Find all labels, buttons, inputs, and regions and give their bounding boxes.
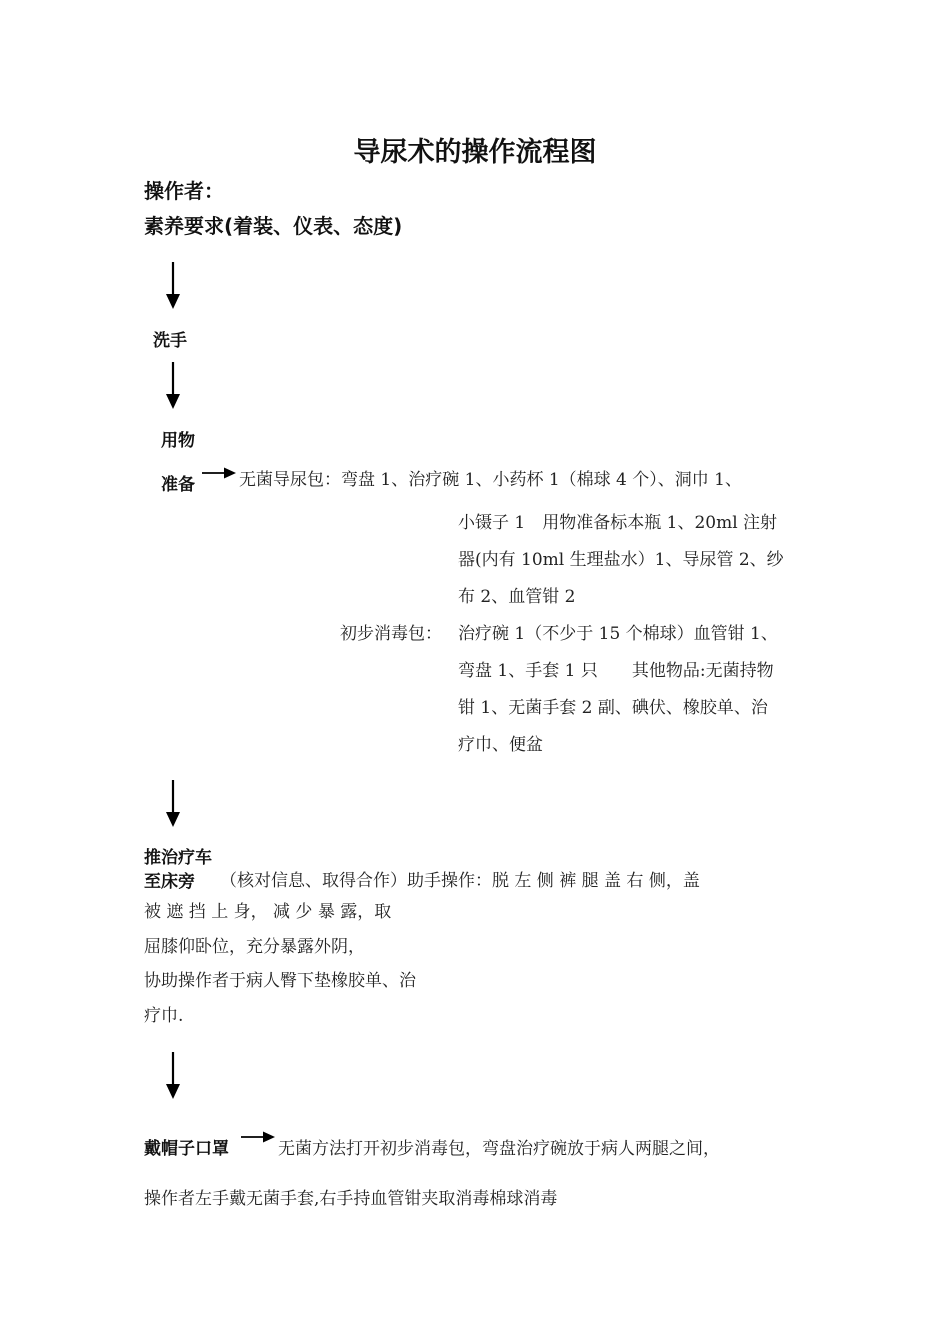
page-title: 导尿术的操作流程图 [353, 137, 597, 168]
down-arrow-icon [162, 362, 184, 410]
down-arrow-icon [162, 1052, 184, 1100]
mask-text-line1: 无菌方法打开初步消毒包，弯盘治疗碗放于病人两腿之间， [278, 1139, 720, 1159]
down-arrow-icon [162, 780, 184, 828]
sterile-pack-line3: 器(内有 10ml 生理盐水）1、导尿管 2、纱 [458, 550, 784, 570]
sterile-pack-line1: 无菌导尿包：弯盘 1、治疗碗 1、小药杯 1（棉球 4 个）、洞巾 1、 [239, 470, 743, 490]
sterile-pack-line2: 小镊子 1 用物准备标本瓶 1、20ml 注射 [458, 513, 778, 533]
disinfect-pack-line2: 弯盘 1、手套 1 只 其他物品:无菌持物 [458, 661, 774, 681]
cart-label-line1: 推治疗车 [144, 848, 212, 868]
wash-hands-step: 洗手 [153, 331, 187, 351]
supplies-label-line1: 用物 [161, 431, 195, 451]
cart-text-line5: 疗巾. [144, 1005, 184, 1026]
cart-text-line3: 屈膝仰卧位，充分暴露外阴， [144, 936, 365, 957]
mask-label: 戴帽子口罩 [144, 1139, 229, 1159]
requirements-heading: 素养要求(着装、仪表、态度) [144, 214, 403, 238]
disinfect-pack-line1: 治疗碗 1（不少于 15 个棉球）血管钳 1、 [458, 624, 778, 644]
operator-label: 操作者： [144, 179, 224, 203]
cart-text-line1: （核对信息、取得合作）助手操作：脱 左 侧 裤 腿 盖 右 侧，盖 [220, 871, 700, 891]
right-arrow-icon [202, 466, 236, 480]
cart-label-line2: 至床旁 [144, 872, 195, 892]
down-arrow-icon [162, 262, 184, 310]
disinfect-pack-line4: 疗巾、便盆 [458, 735, 543, 755]
mask-text-line2: 操作者左手戴无菌手套,右手持血管钳夹取消毒棉球消毒 [144, 1189, 558, 1209]
cart-text-line2: 被 遮 挡 上 身， 减 少 暴 露，取 [144, 902, 392, 922]
disinfect-pack-label: 初步消毒包： [340, 624, 442, 644]
cart-text-line4: 协助操作者于病人臀下垫橡胶单、治 [144, 971, 416, 991]
disinfect-pack-line3: 钳 1、无菌手套 2 副、碘伏、橡胶单、治 [458, 698, 768, 718]
sterile-pack-line4: 布 2、血管钳 2 [458, 587, 576, 607]
right-arrow-icon [241, 1130, 275, 1144]
supplies-label-line2: 准备 [161, 475, 195, 495]
